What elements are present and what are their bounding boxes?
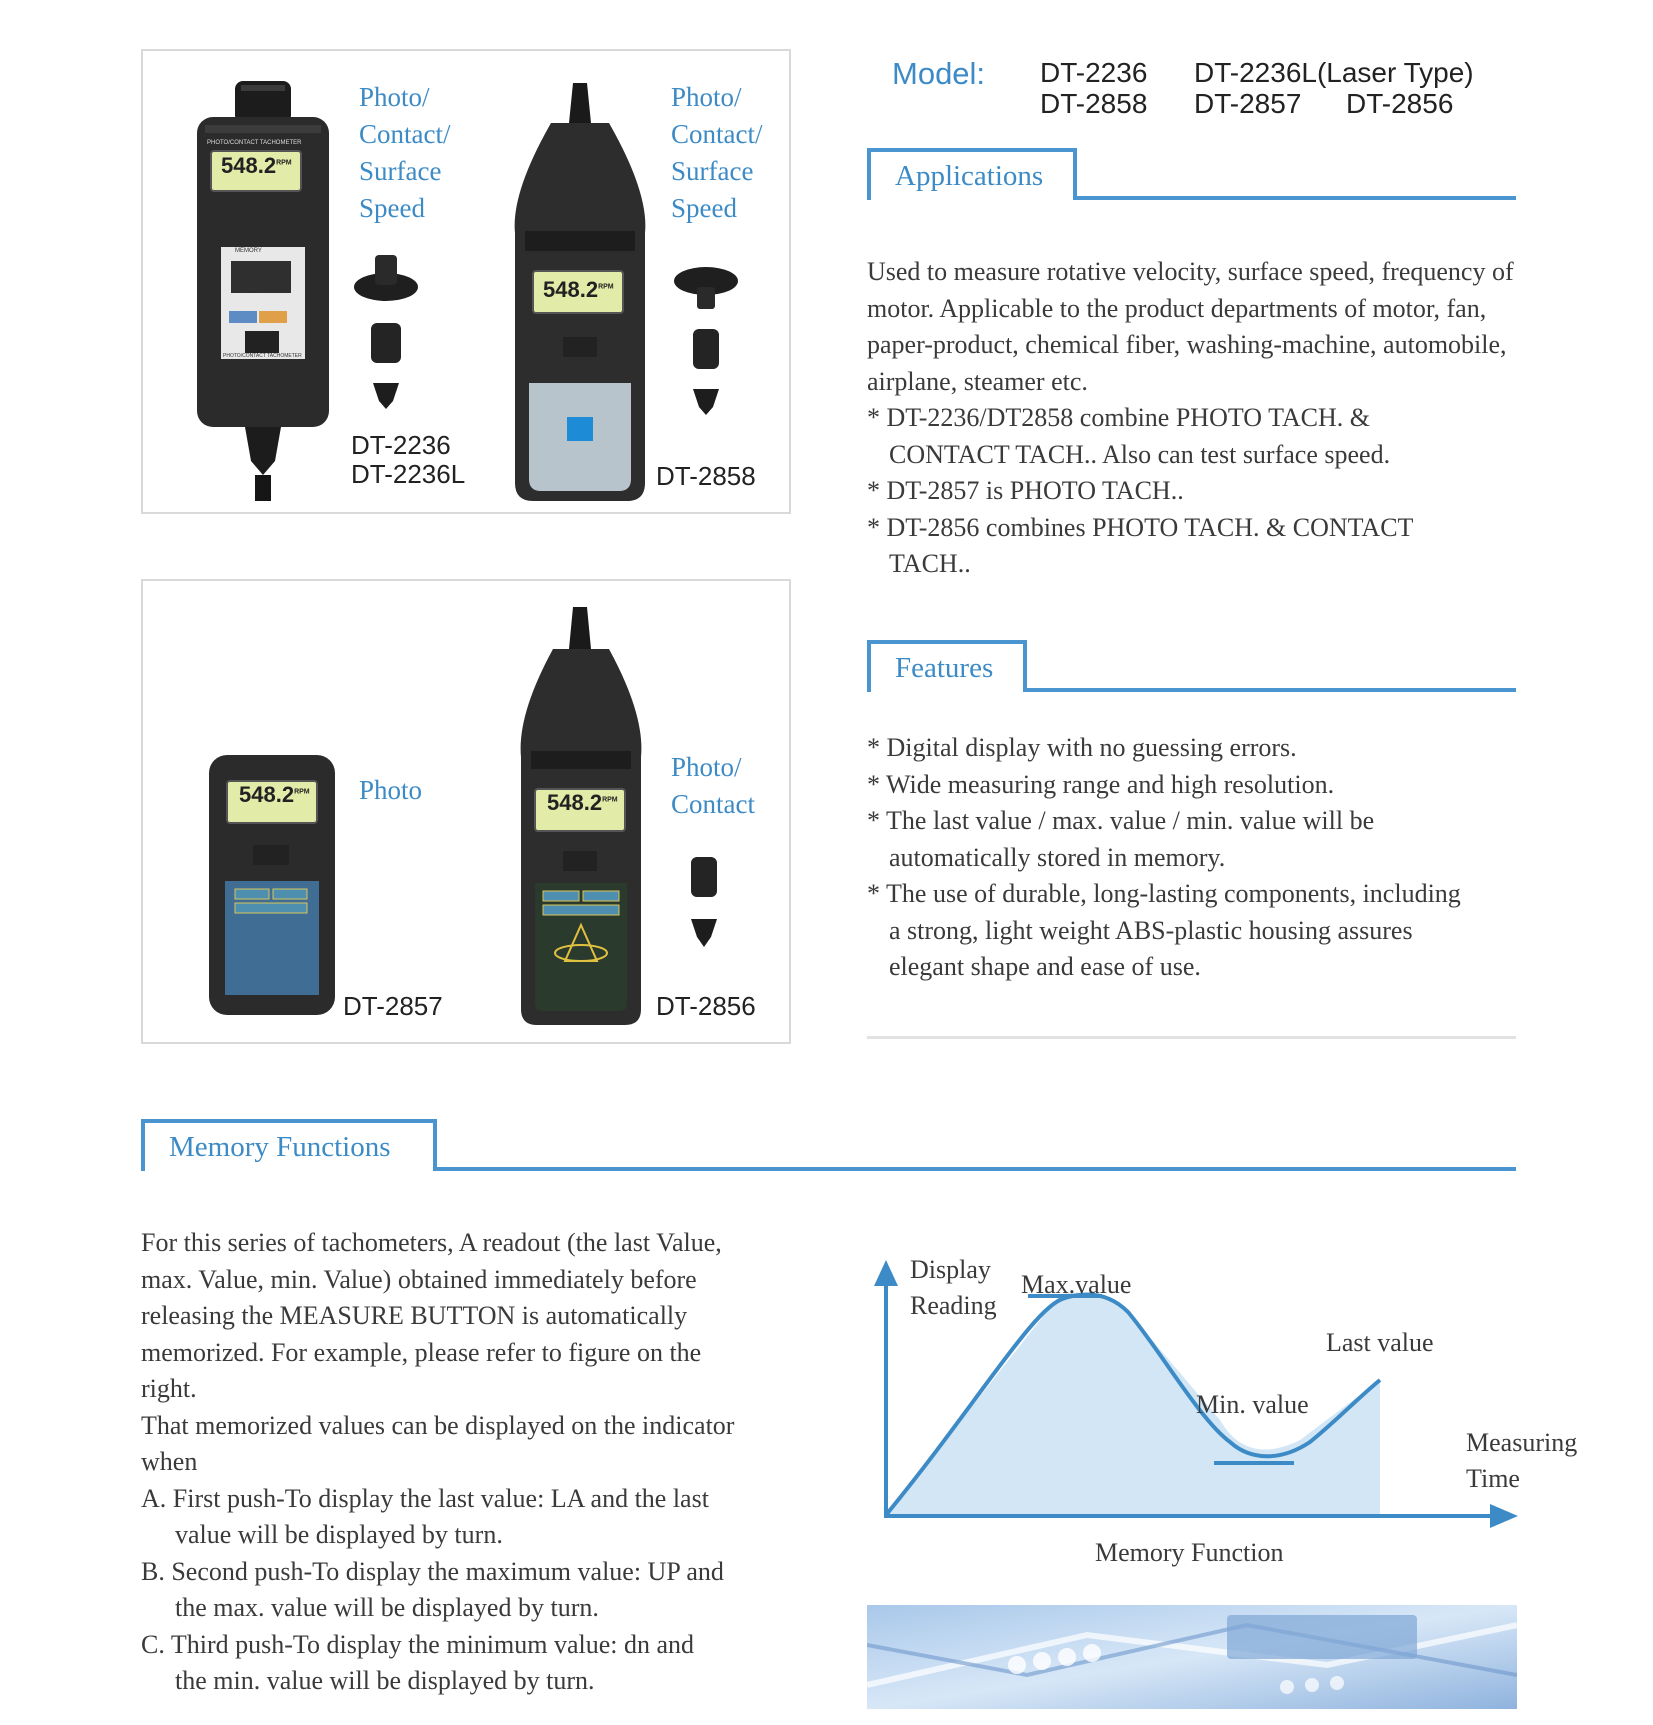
features-bullet: * Digital display with no guessing errors. <box>867 733 1297 762</box>
memory-intro-line: That memorized values can be displayed on the indicator <box>141 1410 735 1440</box>
applications-body <box>867 254 1547 583</box>
features-body <box>867 730 1567 986</box>
applications-bullet-cont: CONTACT TACH.. Also can test surface speed. <box>889 439 1391 469</box>
dt-2858-function-label: Photo/ Contact/ Surface Speed <box>671 82 763 223</box>
x-axis-label: Measuring Time <box>1466 1428 1578 1493</box>
dt-2236-lcd-reading: $548.2^{RPM}$ <box>221 153 292 178</box>
dt-2236-function-label: Photo/ Contact/ Surface Speed <box>359 82 451 223</box>
figure-caption: Memory Function <box>1095 1538 1284 1567</box>
applications-bullet: * DT-2236/DT2858 combine PHOTO TACH. & <box>867 403 1370 432</box>
features-bullet: * Wide measuring range and high resolution. <box>867 769 1335 799</box>
memory-intro-line: memorized. For example, please refer to figure on the <box>141 1337 702 1367</box>
memory-step-cont: the min. value will be displayed by turn. <box>175 1666 595 1695</box>
dt-2236-model-label: DT-2236 <box>237 286 261 292</box>
contact-tip-accessories-right <box>673 257 743 417</box>
applications-bullet: * DT-2856 combines PHOTO TACH. & CONTACT <box>867 512 1414 542</box>
x-axis-arrow <box>1490 1504 1518 1528</box>
memory-step: A. First push-To display the last value: LA and the last <box>141 1483 709 1513</box>
dt-2857-caption: DT-2857 <box>343 991 443 1021</box>
circuit-board-banner <box>867 1605 1517 1709</box>
min-value-label: Min. value <box>1196 1390 1309 1419</box>
features-rule <box>1023 688 1516 692</box>
dt-2856-caption: DT-2856 <box>656 991 756 1021</box>
features-divider <box>867 1036 1516 1039</box>
model-dt-2857: DT-2857 <box>1194 88 1302 119</box>
features-title: Features <box>867 640 1027 692</box>
contact-tip-accessories-left <box>353 251 423 411</box>
features-bullet: * The use of durable, long-lasting components, including <box>867 879 1461 908</box>
dt-2856-function-label: Photo/ Contact <box>671 752 755 819</box>
features-bullet-cont: automatically stored in memory. <box>889 842 1226 872</box>
features-bullet: * The last value / max. value / min. value will be <box>867 806 1375 835</box>
memory-step-cont: the max. value will be displayed by turn. <box>175 1593 599 1622</box>
memory-step-cont: value will be displayed by turn. <box>175 1520 503 1549</box>
last-value-label: Last value <box>1326 1328 1434 1357</box>
product-panel-bottom <box>141 579 791 1044</box>
applications-intro: Used to measure rotative velocity, surface speed, frequency of motor. Applicable to the product departments of motor, fan, paper-product, chemical fiber, washing-machine, automobile, airplane, steamer etc. <box>867 257 1514 396</box>
max-value-label: Max.value <box>1021 1270 1132 1299</box>
applications-bullet-cont: TACH.. <box>889 549 971 578</box>
memory-intro-line: releasing the MEASURE BUTTON is automatically <box>141 1301 688 1330</box>
applications-bullet: * DT-2857 is PHOTO TACH.. <box>867 476 1184 505</box>
dt-2856-lcd-reading: $548.2^{RPM}$ <box>547 790 618 815</box>
features-bullet-cont: a strong, light weight ABS-plastic housing assures <box>889 915 1413 945</box>
y-axis-arrow <box>874 1260 898 1286</box>
memory-body <box>141 1225 821 1700</box>
model-label: Model: <box>892 56 986 91</box>
contact-tip-accessories-2856 <box>679 855 729 955</box>
dt-2236-caption: DT-2236 DT-2236L <box>351 430 466 489</box>
memory-rule <box>433 1167 1516 1171</box>
dt-2858-caption: DT-2858 <box>656 461 756 491</box>
memory-intro-line: For this series of tachometers, A readout (the last Value, <box>141 1228 722 1257</box>
features-bullet-cont: elegant shape and ease of use. <box>889 952 1201 981</box>
y-axis-label: Display Reading <box>910 1255 997 1320</box>
memory-step: C. Third push-To display the minimum value: dn and <box>141 1629 695 1659</box>
dt-2856-device-image <box>517 607 645 1027</box>
memory-step: B. Second push-To display the maximum value: UP and <box>141 1556 724 1586</box>
memory-intro-line: when <box>141 1447 198 1476</box>
dt-2236-bottom-label: PHOTO/CONTACT TACHOMETER <box>223 353 302 359</box>
dt-2857-function-label: Photo <box>359 775 423 805</box>
model-dt-2858: DT-2858 <box>1040 88 1148 119</box>
dt-2236-body-label: PHOTO/CONTACT TACHOMETER <box>207 140 302 146</box>
applications-title: Applications <box>867 148 1077 200</box>
memory-intro-line: max. Value, min. Value) obtained immediately before <box>141 1264 697 1294</box>
model-dt-2236: DT-2236 <box>1040 57 1148 88</box>
memory-title: Memory Functions <box>141 1119 437 1171</box>
model-dt-2236l: DT-2236L(Laser Type) <box>1194 57 1474 88</box>
memory-intro-line: right. <box>141 1374 197 1403</box>
applications-rule <box>1073 196 1516 200</box>
dt-2236-memory-label: MEMORY <box>235 248 262 254</box>
model-dt-2856: DT-2856 <box>1346 88 1454 119</box>
product-panel-top <box>141 49 791 514</box>
dt-2857-lcd-reading: $548.2^{RPM}$ <box>239 782 310 807</box>
dt-2858-lcd-reading: $548.2^{RPM}$ <box>543 277 614 302</box>
